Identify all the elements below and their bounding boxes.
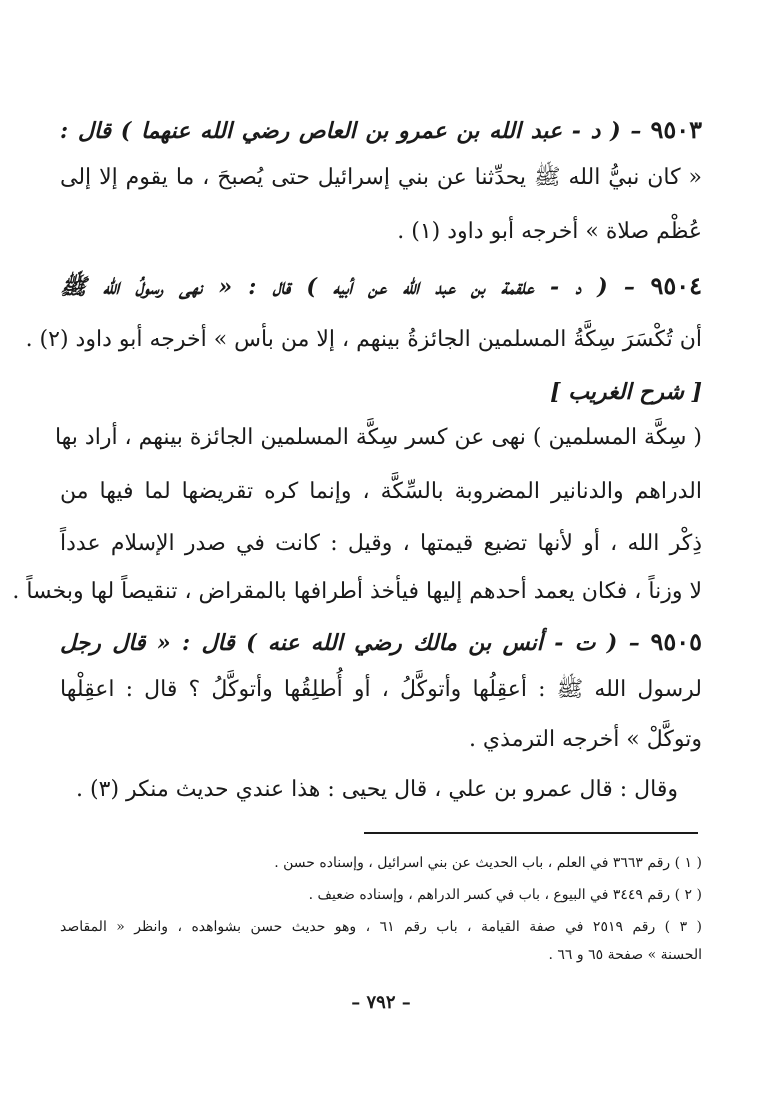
hadith-narrator: – ( ت - أنس بن مالك رضي الله عنه ) قال : « قال رجل [60,630,640,656]
footnote-2: ( ٢ ) رقم ٣٤٤٩ في البيوع ، باب في كسر الدراهم ، وإسناده ضعيف . [308,887,702,903]
page-number: – ٧٩٢ – [351,992,411,1013]
hadith-narrator: – ( د - علقمة بن عبد الله عن أبيه ) قال : « نهى رسولُ الله ﷺ [60,274,635,300]
hadith-9503-line-1 [60,108,702,152]
hadith-9503-line-3: عُظْم صلاة » أخرجه أبو داود (١) . [397,219,702,244]
hadith-9504-line-1 [60,264,702,308]
hadith-9505-line-4: وقال : قال عمرو بن علي ، قال يحيى : هذا عندي حديث منكر (٣) . [76,777,678,802]
gharib-line-2: الدراهم والدنانير المضروبة بالسِّكَّة ، وإنما كره تقريضها لما فيها من [60,479,702,504]
gharib-line-4: لا وزناً ، فكان يعمد أحدهم إليها فيأخذ أطرافها بالمقراض ، تنقيصاً لها وبخساً . [12,579,702,604]
gharib-line-3: ذِكْر الله ، أو لأنها تضيع قيمتها ، وقيل : كانت في صدر الإسلام عدداً [60,531,702,556]
hadith-9504-line-2: أن تُكْسَرَ سِكَّةُ المسلمين الجائزةُ بينهم ، إلا من بأس » أخرجه أبو داود (٢) . [25,327,702,352]
hadith-narrator: – ( د - عبد الله بن عمرو بن العاص رضي الله عنهما ) قال : [60,118,642,144]
gharib-line-1: ( سِكَّة المسلمين ) نهى عن كسر سِكَّة المسلمين الجائزة بينهم ، أراد بها [54,425,702,450]
hadith-9505-line-2: لرسول الله ﷺ : أعقِلُها وأتوكَّلُ ، أو أُطلِقُها وأتوكَّلُ ؟ قال : اعقِلْها [60,677,702,702]
hadith-number: ٩٥٠٤ [650,271,702,300]
footnote-3: ( ٣ ) رقم ٢٥١٩ في صفة القيامة ، باب رقم ٦١ ، وهو حديث حسن بشواهده ، وانظر « المقاصد [60,919,702,935]
hadith-9505-line-1 [60,620,702,664]
footnote-3-continued: الحسنة » صفحة ٦٥ و ٦٦ . [548,947,702,963]
hadith-number: ٩٥٠٥ [650,627,702,656]
gharib-heading: [ شرح الغريب ] [550,379,702,405]
hadith-9505-line-3: وتوكَّلْ » أخرجه الترمذي . [468,727,702,752]
footnote-1: ( ١ ) رقم ٣٦٦٣ في العلم ، باب الحديث عن بني اسرائيل ، وإسناده حسن . [274,855,702,871]
footnote-divider [364,832,698,834]
hadith-9503-line-2: « كان نبيُّ الله ﷺ يحدِّثنا عن بني إسرائيل حتى يُصبحَ ، ما يقوم إلا إلى [60,165,702,190]
hadith-number: ٩٥٠٣ [650,115,702,144]
